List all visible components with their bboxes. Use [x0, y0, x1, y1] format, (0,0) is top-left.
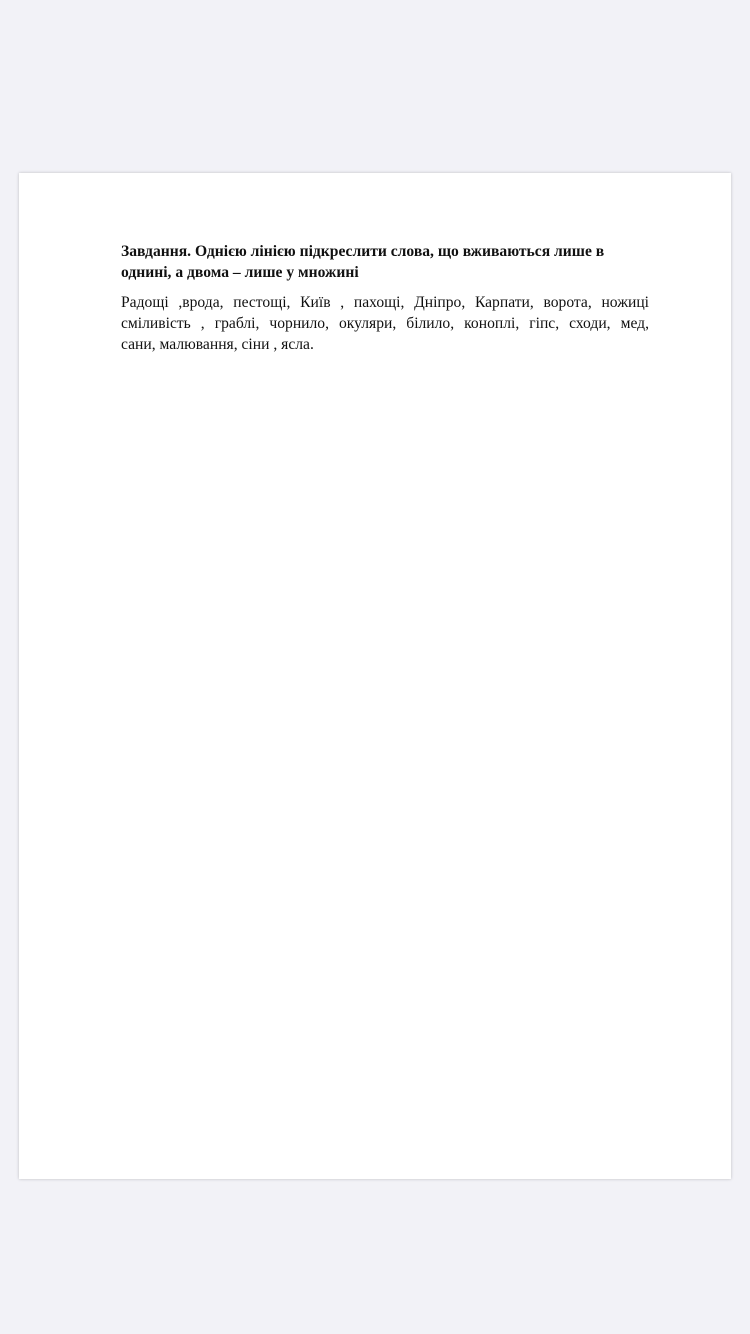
- page-content: [121, 241, 651, 355]
- word-list-line-3: сани, малювання, сіни , ясла.: [121, 336, 314, 353]
- document-page[interactable]: [19, 173, 731, 1179]
- word-list: [121, 292, 651, 355]
- word-list-line-2: сміливість , граблі, чорнило, окуляри, білило, коноплі, гіпс, сходи, мед,: [121, 315, 649, 332]
- task-heading-line-1: Завдання. Однією лінією підкреслити слова, що вживаються лише в: [121, 243, 605, 260]
- task-heading: [121, 241, 651, 283]
- word-list-line-1: Радощі ,врода, пестощі, Київ , пахощі, Дніпро, Карпати, ворота, ножиці: [121, 294, 649, 311]
- task-heading-line-2: однині, а двома – лише у множині: [121, 264, 359, 281]
